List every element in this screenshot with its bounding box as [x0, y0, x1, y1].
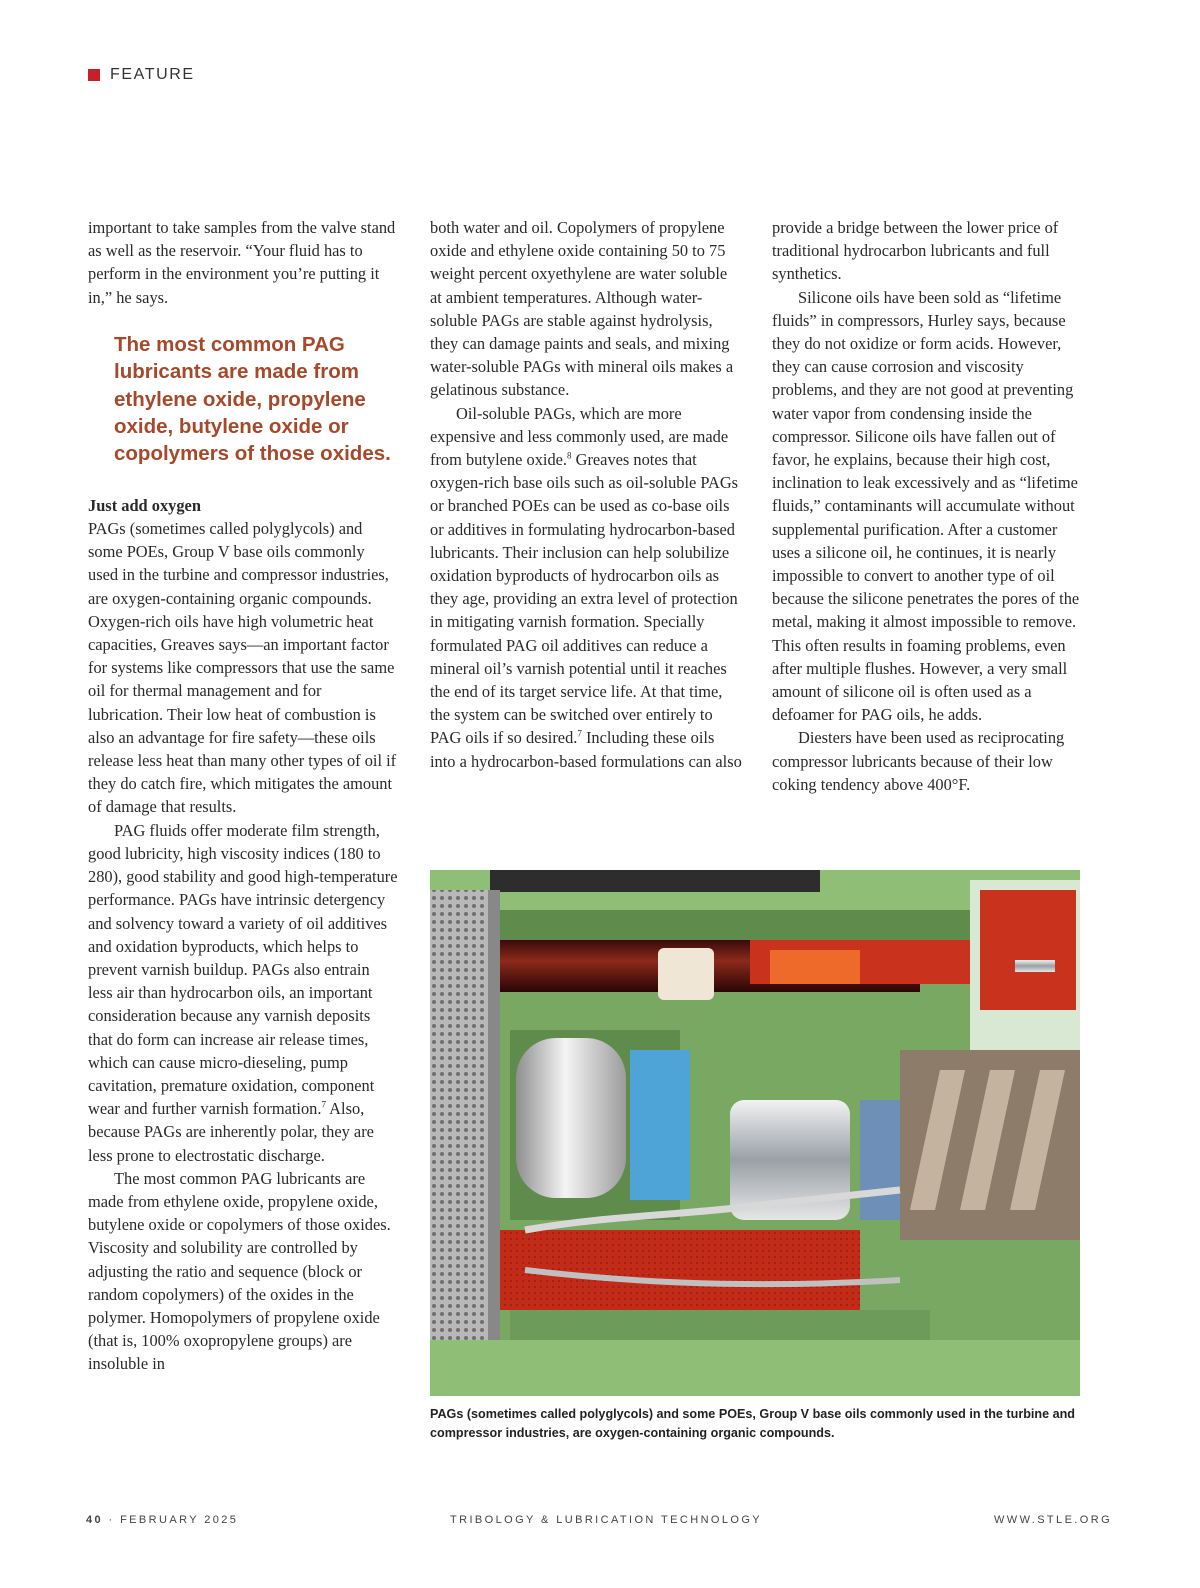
col3-paragraph-3: Diesters have been used as reciprocating compressor lubricants because of their low coking tendency above 400°F. [772, 728, 1065, 794]
col1-paragraph-1: important to take samples from the valve stand as well as the reservoir. “Your fluid has to perform in the environment you’re putting it in,” he says. [88, 218, 396, 307]
col3-paragraph-2: Silicone oils have been sold as “lifetime fluids” in compressors, Hurley says, because they do not oxidize or form acids. However, they can cause corrosion and viscosity problems, and they are not good at preventing water vapor from condensing inside the compressor. Silicone oils have fallen out of favor, he explains, because their high cost, inclination to leak excessively and as “lifetime fluids,” contaminants will accumulate without supplemental purification. After a customer uses a silicone oil, he continues, it is nearly impossible to convert to another type of oil because the silicone penetrates the pores of the metal, making it almost impossible to remove. This often results in foaming problems, even after multiple flushes. However, a very small amount of silicone oil is often used as a defoamer for PAG oils, he adds. [772, 287, 1080, 725]
col1-paragraph-3-text-b: Also, because PAGs are inherently polar, they are less prone to electrostatic discharge. [88, 1099, 374, 1165]
section-marker-square [88, 69, 100, 81]
subhead-just-add-oxygen: Just add oxygen [88, 495, 201, 515]
publication-name: TRIBOLOGY & LUBRICATION TECHNOLOGY [450, 1514, 763, 1526]
column-1 [88, 216, 398, 1376]
col1-paragraph-4: The most common PAG lubricants are made from ethylene oxide, propylene oxide, butylene oxide or copolymers of those oxides. Viscosity and solubility are controlled by adjusting the ratio and sequence (block or random copolymers) of the oxides in the polymer. Homopolymers of propylene oxide (that is, 100% oxopropylene groups) are insoluble in [88, 1168, 391, 1374]
col3-paragraph-1: provide a bridge between the lower price of traditional hydrocarbon lubricants and full synthetics. [772, 218, 1059, 284]
col2-paragraph-2-text-a: Oil-soluble PAGs, which are more expensive and less commonly used, are made from butylene oxide. [430, 403, 729, 470]
website-url: WWW.STLE.ORG [994, 1514, 1113, 1526]
photo-caption: PAGs (sometimes called polyglycols) and some POEs, Group V base oils commonly used in the turbine and compressor industries, are oxygen-containing organic compounds. [430, 1407, 1075, 1440]
column-2 [430, 216, 742, 773]
footer-separator: · [108, 1514, 115, 1526]
footer-page-date [86, 1514, 238, 1526]
col2-paragraph-2-text-c: Including these oils into a hydrocarbon-based formulations can also [430, 728, 742, 771]
col1-paragraph-2: PAGs (sometimes called polyglycols) and some POEs, Group V base oils commonly used in the turbine and compressor industries, are oxygen-containing organic compounds. Oxygen-rich oils have high volumetric heat capacities, Greaves says—an important factor for systems like compressors that use the same oil for thermal management and for lubrication. Their low heat of combustion is also an advantage for fire safety—these oils release less heat than many other types of oil if they do catch fire, which mitigates the amount of damage that results. [88, 519, 397, 817]
col2-paragraph-2 [430, 402, 742, 773]
col2-paragraph-2-text-b: Greaves notes that oxygen-rich base oils such as oil-soluble PAGs or branched POEs can be used as co-base oils or additives in formulating hydrocarbon-based lubricants. Their inclusion can help solubilize oxidation byproducts of hydrocarbon oils as they age, providing an extra level of protection in mitigating varnish formation. Specially formulated PAG oil additives can reduce a mineral oil’s varnish potential until it reaches the end of its target service life. At that time, the system can be switched over entirely to PAG oils if so desired. [430, 450, 739, 748]
page-number: 40 [86, 1514, 104, 1526]
col1-paragraph-3-text-a: PAG fluids offer moderate film strength, good lubricity, high viscosity indices (180 to 280), good stability and good high-temperature performance. PAGs have intrinsic detergency and solvency toward a variety of oil additives and oxidation byproducts, which helps to prevent varnish buildup. PAGs also entrain less air than hydrocarbon oils, an important consideration because any varnish deposits that do form can increase air release times, which can cause micro-dieseling, pump cavitation, premature oxidation, component wear and further varnish formation. [88, 820, 398, 1119]
compressor-cutaway-photo [430, 870, 1080, 1396]
col2-paragraph-1: both water and oil. Copolymers of propylene oxide and ethylene oxide containing 50 to 75 weight percent oxyethylene are water soluble at ambient temperatures. Although water-soluble PAGs are stable against hydrolysis, they can damage paints and seals, and mixing water-soluble PAGs with mineral oils makes a gelatinous substance. [430, 218, 734, 400]
column-3 [772, 216, 1084, 796]
col1-paragraph-3 [88, 819, 398, 1167]
section-tag [88, 66, 195, 84]
pull-quote: The most common PAG lubricants are made from ethylene oxide, propylene oxide, butylene oxide or copolymers of those oxides. [114, 332, 391, 466]
reference-superscript: 8 [567, 450, 572, 461]
issue-date: FEBRUARY 2025 [120, 1514, 239, 1526]
section-label: FEATURE [110, 66, 195, 83]
reference-superscript: 7 [577, 729, 582, 739]
reference-superscript: 7 [321, 1099, 326, 1110]
